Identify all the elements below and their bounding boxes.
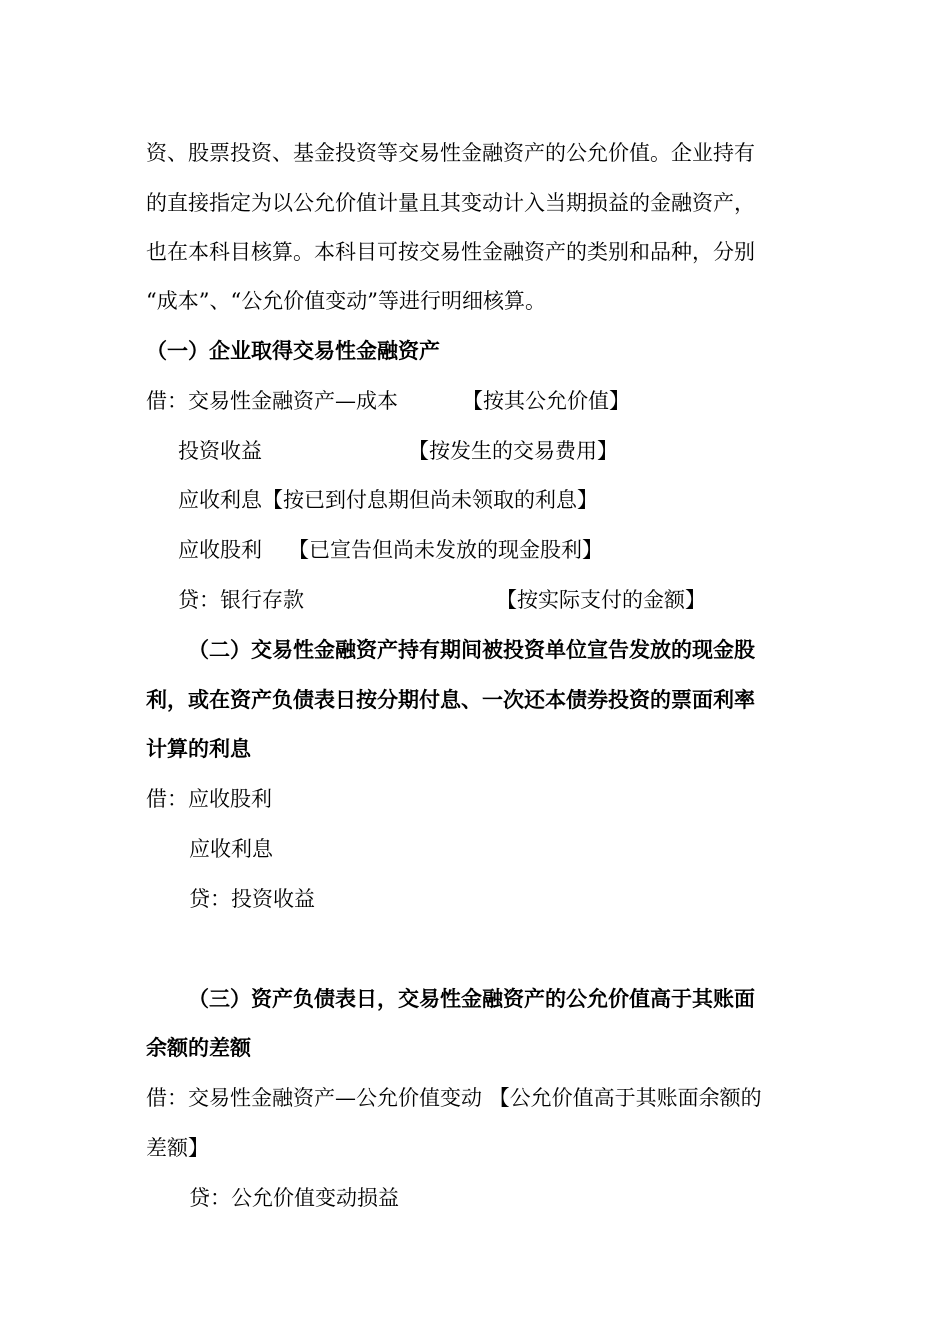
section1-note-2: 【按发生的交易费用】 <box>408 439 618 463</box>
intro-line-4: “成本”、“公允价值变动”等进行明细核算。 <box>146 289 546 313</box>
intro-line-3: 也在本科目核算。本科目可按交易性金融资产的类别和品种，分别 <box>146 240 755 264</box>
section2-heading-line-1: （二）交易性金融资产持有期间被投资单位宣告发放的现金股 <box>188 637 755 662</box>
section2-entry-1: 借：应收股利 <box>146 787 272 811</box>
section2-entry-3: 贷：投资收益 <box>189 887 315 911</box>
intro-line-1: 资、股票投资、基金投资等交易性金融资产的公允价值。企业持有 <box>146 141 755 165</box>
section1-entry-5: 贷：银行存款 <box>178 588 304 612</box>
section3-heading-line-2: 余额的差额 <box>146 1035 251 1060</box>
section2-entry-2: 应收利息 <box>189 837 273 861</box>
section1-heading: （一）企业取得交易性金融资产 <box>146 338 440 363</box>
section1-note-4: 【已宣告但尚未发放的现金股利】 <box>288 538 603 562</box>
section1-note-1: 【按其公允价值】 <box>462 389 630 413</box>
section3-entry-2: 贷：公允价值变动损益 <box>189 1186 399 1210</box>
section2-heading-line-3: 计算的利息 <box>146 736 251 761</box>
section1-entry-1: 借：交易性金融资产—成本 <box>146 389 398 413</box>
section1-entry-2: 投资收益 <box>178 439 262 463</box>
section1-entry-4: 应收股利 <box>178 538 262 562</box>
section1-note-5: 【按实际支付的金额】 <box>496 588 706 612</box>
section2-heading-line-2: 利，或在资产负债表日按分期付息、一次还本债券投资的票面利率 <box>146 687 755 712</box>
section3-entry-1-line-1: 借：交易性金融资产—公允价值变动 【公允价值高于其账面余额的 <box>146 1086 762 1110</box>
section1-entry-3: 应收利息【按已到付息期但尚未领取的利息】 <box>178 488 598 512</box>
section3-entry-1-line-2: 差额】 <box>146 1136 209 1160</box>
section3-heading-line-1: （三）资产负债表日，交易性金融资产的公允价值高于其账面 <box>188 986 755 1011</box>
intro-line-2: 的直接指定为以公允价值计量且其变动计入当期损益的金融资产， <box>146 191 755 215</box>
